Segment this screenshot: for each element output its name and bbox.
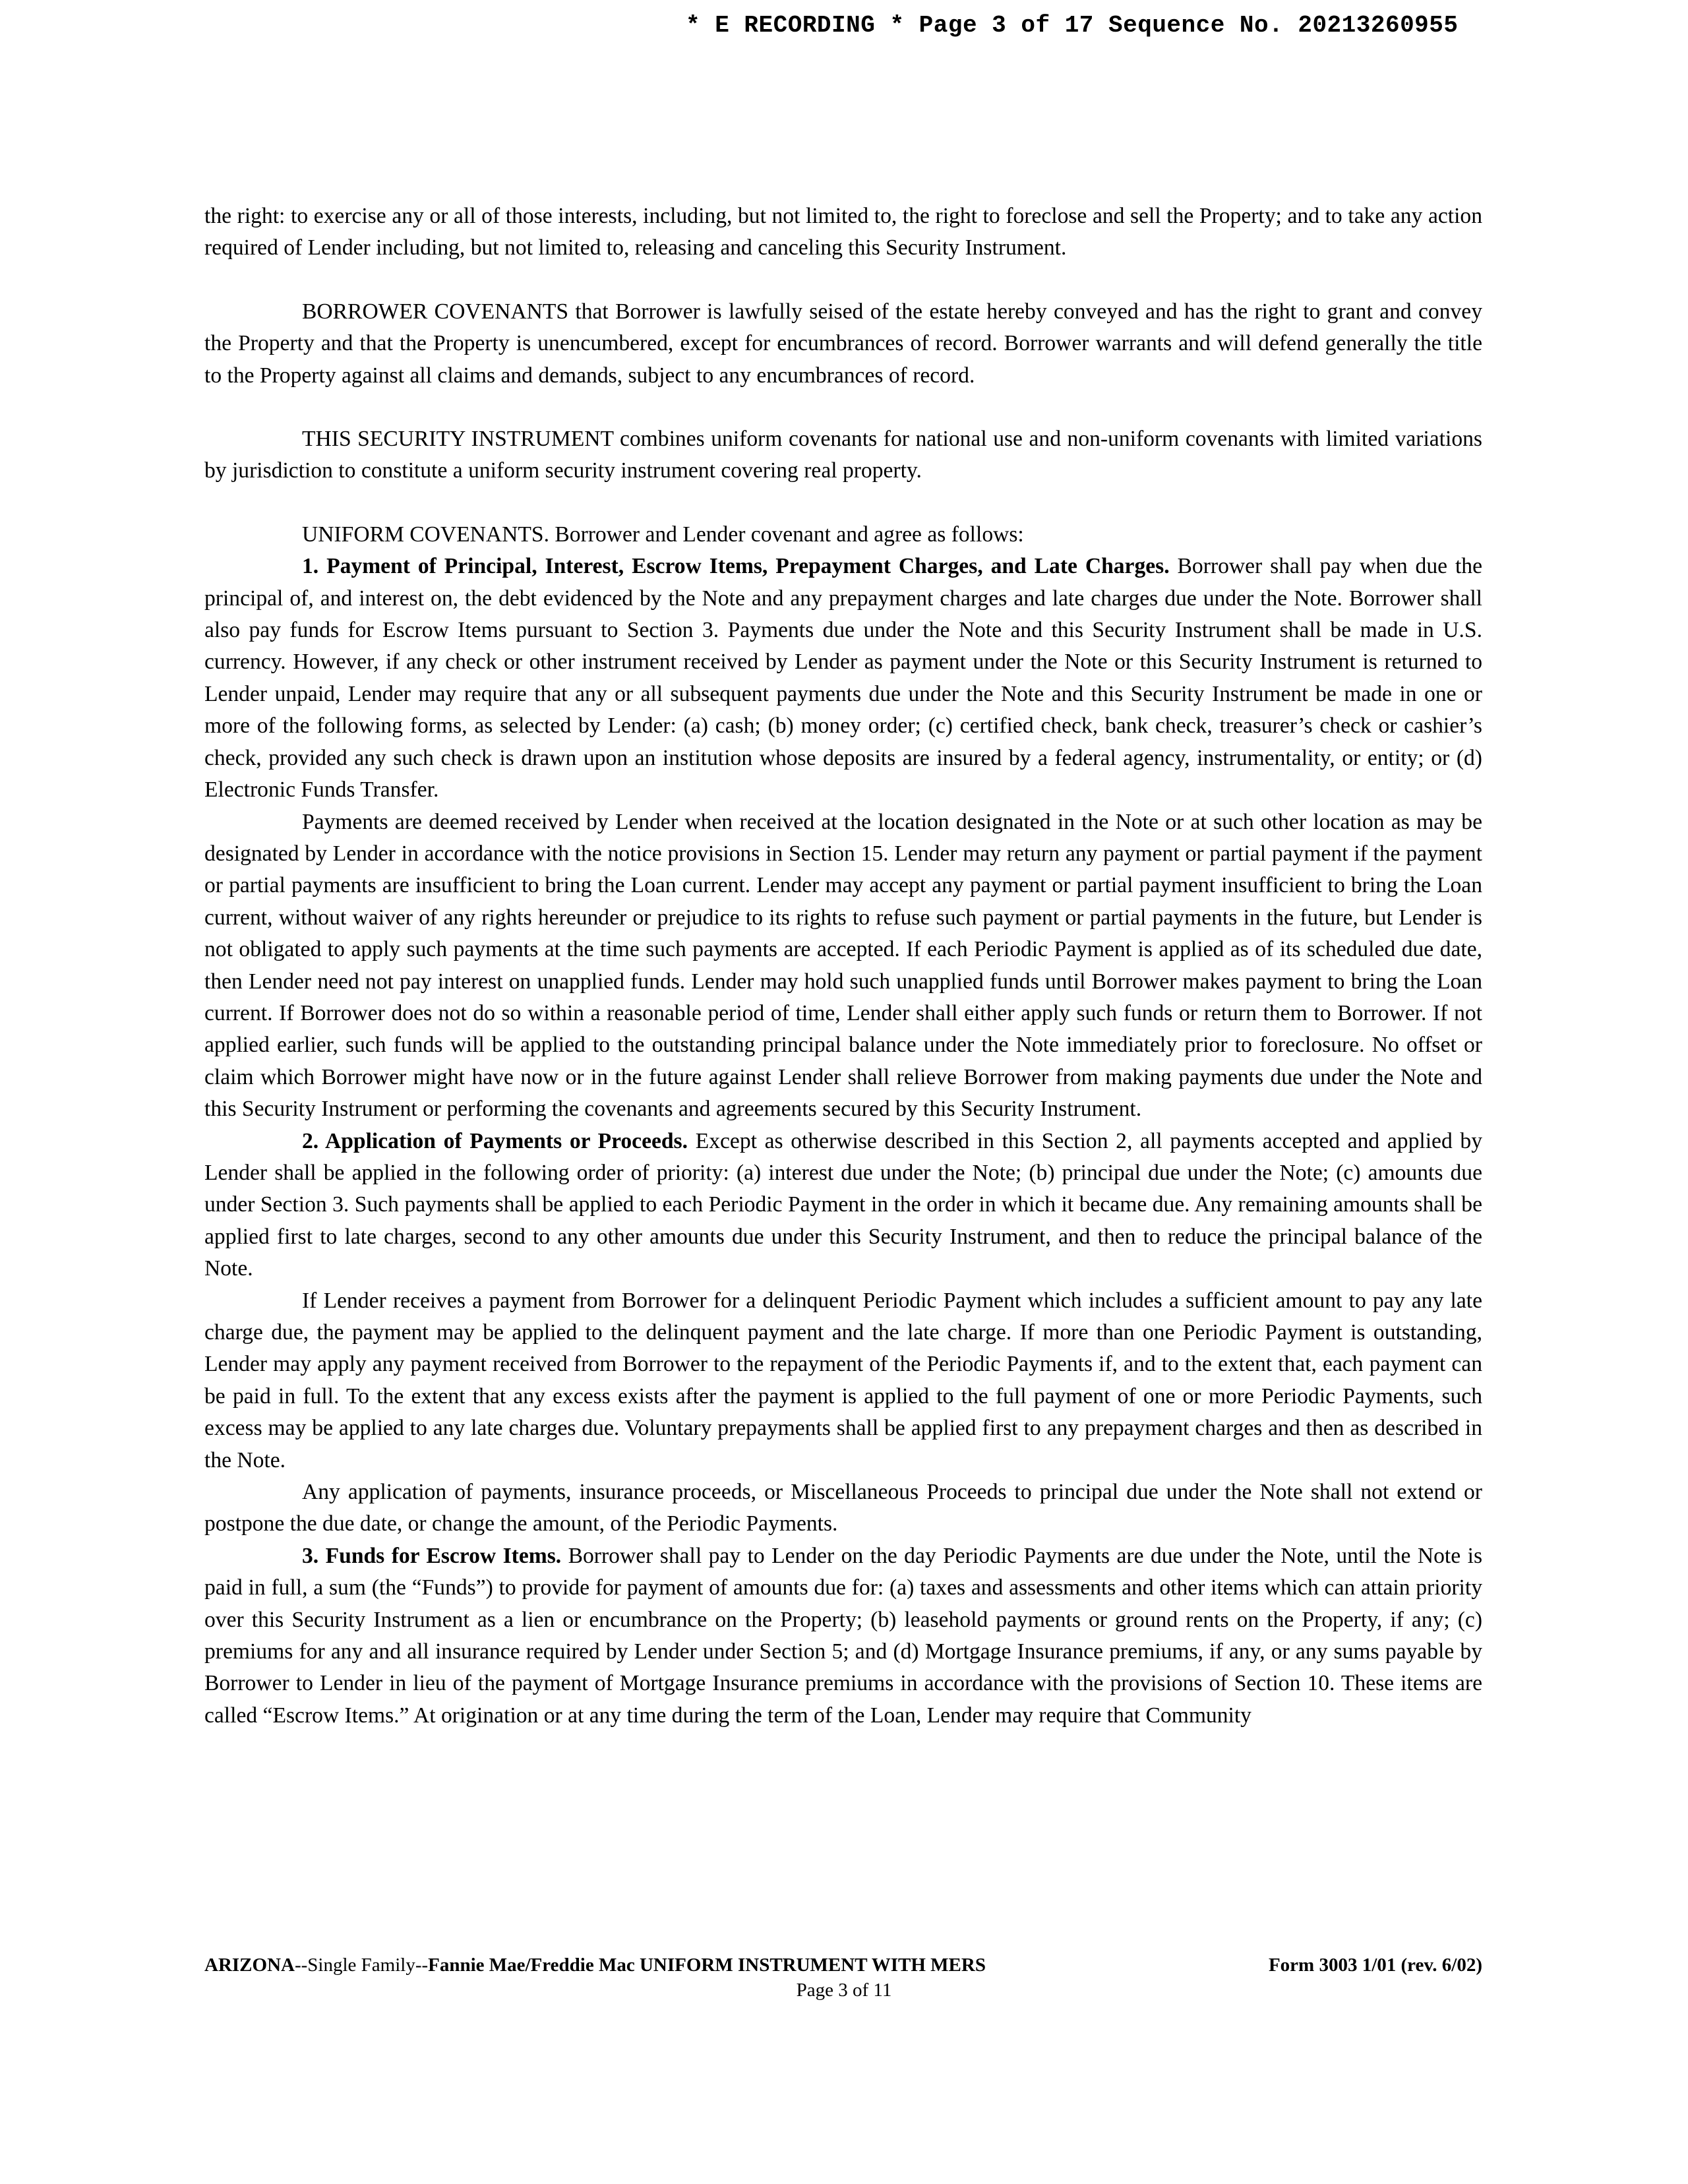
paragraph-uniform-covenants: UNIFORM COVENANTS. Borrower and Lender covenant and agree as follows: xyxy=(302,522,1024,547)
section-1 xyxy=(204,551,1482,806)
section-3-text: Borrower shall pay to Lender on the day Periodic Payments are due under the Note, until the Note is paid in full, a sum (the “Funds”) to provide for payment of amounts due for: (a) taxes and assessments and other items which can attain priority over this Security Instrument as a lien or encumbrance on the Property; (b) leasehold payments or ground rents on the Property, if any; (c) premiums for any and all insurance required by Lender under Section 5; and (d) Mortgage Insurance premiums, if any, or any sums payable by Borrower to Lender in lieu of the payment of Mortgage Insurance premiums in accordance with the provisions of Section 10. These items are called “Escrow Items.” At origination or at any time during the term of the Loan, Lender may require that Community xyxy=(204,1543,1483,1728)
section-2-paragraph-3: Any application of payments, insurance proceeds, or Miscellaneous Proceeds to principal due under the Note shall not extend or postpone the due date, or change the amount, of the Periodic Payments. xyxy=(204,1480,1482,1536)
paragraph-borrower-covenants: BORROWER COVENANTS that Borrower is lawfully seised of the estate hereby conveyed and has the right to grant and convey the Property and that the Property is unencumbered, except for encumbrances of record. Borrower warrants and will defend generally the title to the Property against all claims and demands, subject to any encumbrances of record. xyxy=(204,299,1482,388)
footer-instrument: Fannie Mae/Freddie Mac UNIFORM INSTRUMENT WITH MERS xyxy=(428,1955,986,1976)
section-2-heading: 2. Application of Payments or Proceeds. xyxy=(302,1128,688,1153)
section-1-paragraph-2: Payments are deemed received by Lender when received at the location designated in the Note or at such other location as may be designated by Lender in accordance with the notice provisions in Section 15. Lender may return any payment or partial payment if the payment or partial payments are insufficient to bring the Loan current. Lender may accept any payment or partial payment insufficient to bring the Loan current, without waiver of any rights hereunder or prejudice to its rights to refuse such payment or partial payments in the future, but Lender is not obligated to apply such payments at the time such payments are accepted. If each Periodic Payment is applied as of its scheduled due date, then Lender need not pay interest on unapplied funds. Lender may hold such unapplied funds until Borrower makes payment to bring the Loan current. If Borrower does not do so within a reasonable period of time, Lender shall either apply such funds or return them to Borrower. If not applied earlier, such funds will be applied to the outstanding principal balance under the Note immediately prior to foreclosure. No offset or claim which Borrower might have now or in the future against Lender shall relieve Borrower from making payments due under the Note and this Security Instrument or performing the covenants and agreements secured by this Security Instrument. xyxy=(204,809,1482,1122)
paragraph-continuation: the right: to exercise any or all of those interests, including, but not limited to, the right to foreclose and sell the Property; and to take any action required of Lender including, but not limited to, releasing and canceling this Security Instrument. xyxy=(204,204,1482,260)
recording-header: * E RECORDING * Page 3 of 17 Sequence No. 20213260955 xyxy=(686,12,1459,39)
footer-form-number: Form 3003 1/01 (rev. 6/02) xyxy=(1268,1955,1482,1976)
section-1-heading: 1. Payment of Principal, Interest, Escrow Items, Prepayment Charges, and Late Charges. xyxy=(302,554,1170,579)
footer-single-family: --Single Family-- xyxy=(294,1955,429,1976)
section-2 xyxy=(204,1126,1482,1285)
paragraph-security-instrument: THIS SECURITY INSTRUMENT combines uniform covenants for national use and non-uniform covenants with limited variations by jurisdiction to constitute a uniform security instrument covering real property. xyxy=(204,427,1482,483)
page-number: Page 3 of 11 xyxy=(796,1980,892,2001)
footer-instrument-title xyxy=(204,1952,986,1978)
section-3-heading: 3. Funds for Escrow Items. xyxy=(302,1543,562,1568)
section-3 xyxy=(204,1540,1482,1732)
footer-state: ARIZONA xyxy=(204,1955,295,1976)
section-2-paragraph-2: If Lender receives a payment from Borrower for a delinquent Periodic Payment which includes a sufficient amount to pay any late charge due, the payment may be applied to the delinquent payment and the late charge. If more than one Periodic Payment is outstanding, Lender may apply any payment received from Borrower to the repayment of the Periodic Payments if, and to the extent that, each payment can be paid in full. To the extent that any excess exists after the payment is applied to the full payment of one or more Periodic Payments, such excess may be applied to any late charges due. Voluntary prepayments shall be applied first to any prepayment charges and then as described in the Note. xyxy=(204,1288,1482,1472)
section-1-text: Borrower shall pay when due the principal of, and interest on, the debt evidenced by the Note and any prepayment charges and late charges due under the Note. Borrower shall also pay funds for Escrow Items pursuant to Section 3. Payments due under the Note and this Security Instrument shall be made in U.S. currency. However, if any check or other instrument received by Lender as payment under the Note or this Security Instrument is returned to Lender unpaid, Lender may require that any or all subsequent payments due under the Note and this Security Instrument be made in one or more of the following forms, as selected by Lender: (a) cash; (b) money order; (c) certified check, bank check, treasurer’s check or cashier’s check, provided any such check is drawn upon an institution whose deposits are insured by a federal agency, instrumentality, or entity; or (d) Electronic Funds Transfer. xyxy=(204,554,1482,803)
section-2-text: Except as otherwise described in this Section 2, all payments accepted and applied by Lender shall be applied in the following order of priority: (a) interest due under the Note; (b) principal due under the Note; (c) amounts due under Section 3. Such payments shall be applied to each Periodic Payment in the order in which it became due. Any remaining amounts shall be applied first to late charges, second to any other amounts due under this Security Instrument, and then to reduce the principal balance of the Note. xyxy=(204,1128,1482,1281)
document-body xyxy=(204,200,1482,1732)
